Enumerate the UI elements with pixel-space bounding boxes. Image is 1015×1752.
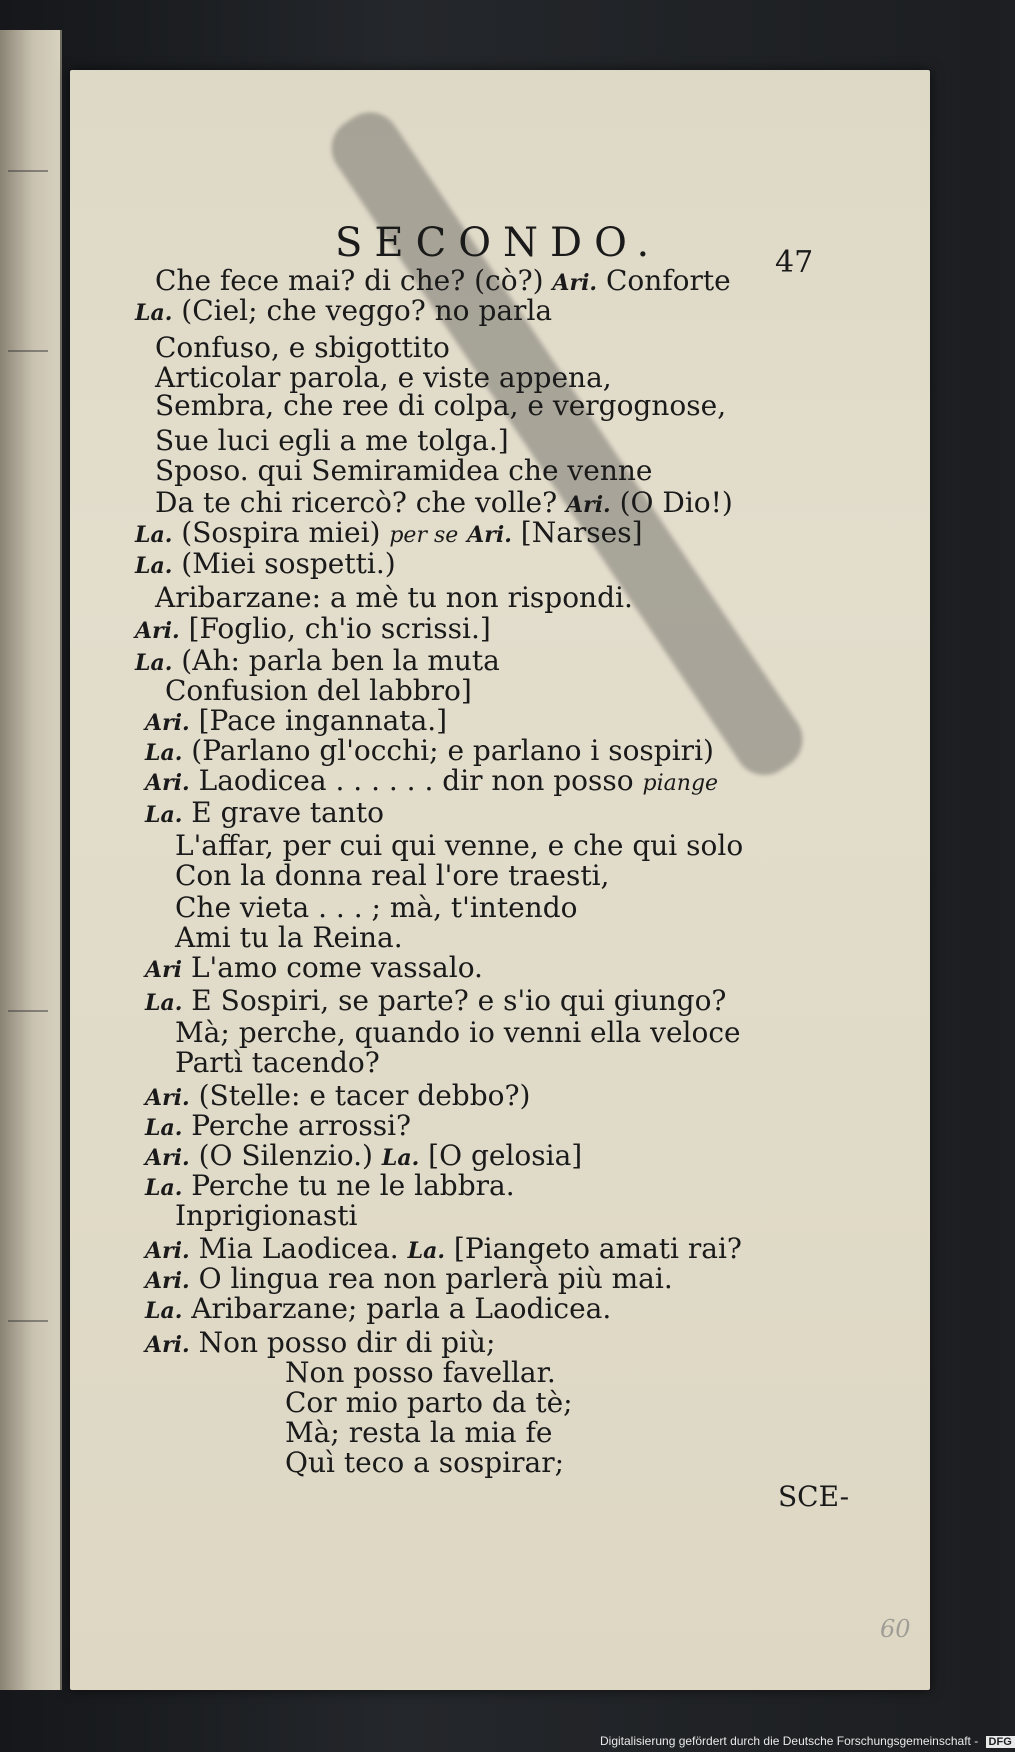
speaker-label: La. xyxy=(145,1175,183,1201)
line-text: (Sospira miei) xyxy=(181,516,390,549)
stage-direction: piange xyxy=(642,771,719,796)
line-text: Non posso dir di più; xyxy=(198,1326,496,1359)
line-text: Quì teco a sospirar; xyxy=(285,1446,565,1479)
text-line xyxy=(175,922,403,954)
page-number: 47 xyxy=(775,245,814,280)
line-text: Aribarzane; parla a Laodicea. xyxy=(191,1292,612,1325)
stage-direction: per se xyxy=(389,523,459,548)
book-page xyxy=(70,70,930,1690)
text-line xyxy=(155,425,509,457)
line-text: Conforte xyxy=(606,264,731,297)
line-text: Inprigionasti xyxy=(175,1199,358,1232)
page-edge-mark xyxy=(8,350,48,352)
line-text: Perche tu ne le labbra. xyxy=(191,1169,515,1202)
speaker-label: Ari. xyxy=(566,492,611,518)
line-text: Partì tacendo? xyxy=(175,1046,380,1079)
speaker-label: Ari xyxy=(145,957,183,983)
speaker-label: La. xyxy=(135,650,173,676)
speaker-label: Ari. xyxy=(145,1268,190,1294)
line-text: O lingua rea non parlerà più mai. xyxy=(198,1262,673,1295)
line-text: (Ah: parla ben la muta xyxy=(181,644,500,677)
speaker-label: Ari. xyxy=(145,710,190,736)
line-text: Non posso favellar. xyxy=(285,1356,556,1389)
page-edge-mark xyxy=(8,170,48,172)
text-line xyxy=(175,830,743,862)
text-line xyxy=(175,892,577,924)
line-text: [Pace ingannata.] xyxy=(198,704,448,737)
speaker-label: La. xyxy=(145,990,183,1016)
speaker-label: La. xyxy=(135,300,173,326)
text-line xyxy=(145,797,384,831)
text-line xyxy=(145,1293,611,1327)
line-text: Laodicea . . . . . . dir non posso xyxy=(198,764,643,797)
speaker-label: Ari. xyxy=(135,618,180,644)
line-text: [Foglio, ch'io scrissi.] xyxy=(188,612,491,645)
line-text: E grave tanto xyxy=(191,796,385,829)
line-text: [O gelosia] xyxy=(428,1139,583,1172)
line-text: [Piangeto amati rai? xyxy=(453,1232,742,1265)
speaker-label: Ari. xyxy=(145,1332,190,1358)
text-line xyxy=(285,1357,556,1389)
text-line xyxy=(175,860,609,892)
page-edge-mark xyxy=(8,1320,48,1322)
text-line xyxy=(175,1017,741,1049)
speaker-label: La. xyxy=(145,802,183,828)
line-text: Mia Laodicea. xyxy=(198,1232,408,1265)
speaker-label: La. xyxy=(135,522,173,548)
line-text: Aribarzane: a mè tu non rispondi. xyxy=(155,581,633,614)
line-text: (Ciel; che veggo? no parla xyxy=(181,294,553,327)
footer-credit xyxy=(600,1734,1015,1748)
line-text: Sposo. qui Semiramidea che venne xyxy=(155,454,653,487)
text-line xyxy=(135,613,491,647)
line-text: Che fece mai? di che? (cò?) xyxy=(155,264,553,297)
line-text: Con la donna real l'ore traesti, xyxy=(175,859,610,892)
speaker-label: Ari. xyxy=(145,1085,190,1111)
line-text: Che vieta . . . ; mà, t'intendo xyxy=(175,891,578,924)
line-text: Mà; resta la mia fe xyxy=(285,1416,553,1449)
text-line xyxy=(155,332,450,364)
text-line xyxy=(165,675,472,707)
left-page-edge xyxy=(0,30,62,1690)
line-text: L'amo come vassalo. xyxy=(190,951,483,984)
speaker-label: Ari. xyxy=(145,1145,190,1171)
text-line xyxy=(155,455,652,487)
line-text: Sembra, che ree di colpa, e vergognose, xyxy=(155,389,727,422)
line-text: Articolar parola, e viste appena, xyxy=(155,361,612,394)
text-line xyxy=(145,952,483,986)
text-line xyxy=(145,985,726,1019)
line-text: [Narses] xyxy=(520,516,643,549)
line-text: Ami tu la Reina. xyxy=(175,921,403,954)
line-text: Confusion del labbro] xyxy=(165,674,472,707)
speaker-label: La. xyxy=(145,1115,183,1141)
text-line xyxy=(175,1047,380,1079)
running-header: SECONDO. xyxy=(335,220,662,266)
line-text: (O Dio!) xyxy=(619,486,733,519)
line-text: Confuso, e sbigottito xyxy=(155,331,450,364)
line-text: Sue luci egli a me tolga.] xyxy=(155,424,509,457)
line-text: (Miei sospetti.) xyxy=(181,547,396,580)
line-text: (Stelle: e tacer debbo?) xyxy=(198,1079,531,1112)
speaker-label: La. xyxy=(381,1145,420,1171)
speaker-label: La. xyxy=(407,1238,445,1264)
dfg-logo: DFG xyxy=(986,1736,1015,1748)
text-line xyxy=(285,1447,564,1479)
line-text: L'affar, per cui qui venne, e che qui solo xyxy=(175,829,744,862)
speaker-label: La. xyxy=(145,740,183,766)
line-text: (O Silenzio.) xyxy=(198,1139,382,1172)
line-text: Mà; perche, quando io venni ella veloce xyxy=(175,1016,741,1049)
catchword: SCE- xyxy=(778,1480,850,1513)
text-block xyxy=(70,70,930,1690)
text-line xyxy=(135,295,552,329)
line-text: Da te chi ricercò? che volle? xyxy=(155,486,567,519)
text-line xyxy=(155,390,726,422)
speaker-label: La. xyxy=(145,1298,183,1324)
speaker-label: La. xyxy=(135,553,173,579)
text-line xyxy=(175,1200,357,1232)
signature-mark: 60 xyxy=(880,1615,911,1643)
speaker-label: Ari. xyxy=(467,522,512,548)
line-text: (Parlano gl'occhi; e parlano i sospiri) xyxy=(191,734,714,767)
speaker-label: Ari. xyxy=(145,1238,190,1264)
text-line xyxy=(285,1387,573,1419)
line-text: Perche arrossi? xyxy=(191,1109,412,1142)
text-line xyxy=(145,765,718,800)
text-line xyxy=(155,582,633,614)
speaker-label: Ari. xyxy=(145,770,190,796)
footer-text: Digitalisierung gefördert durch die Deutsche Forschungsgemeinschaft - xyxy=(600,1734,979,1748)
page-edge-mark xyxy=(8,1010,48,1012)
line-text: E Sospiri, se parte? e s'io qui giungo? xyxy=(191,984,727,1017)
text-line xyxy=(135,548,396,582)
text-line xyxy=(285,1417,552,1449)
speaker-label: Ari. xyxy=(552,270,598,296)
line-text: Cor mio parto da tè; xyxy=(285,1386,573,1419)
